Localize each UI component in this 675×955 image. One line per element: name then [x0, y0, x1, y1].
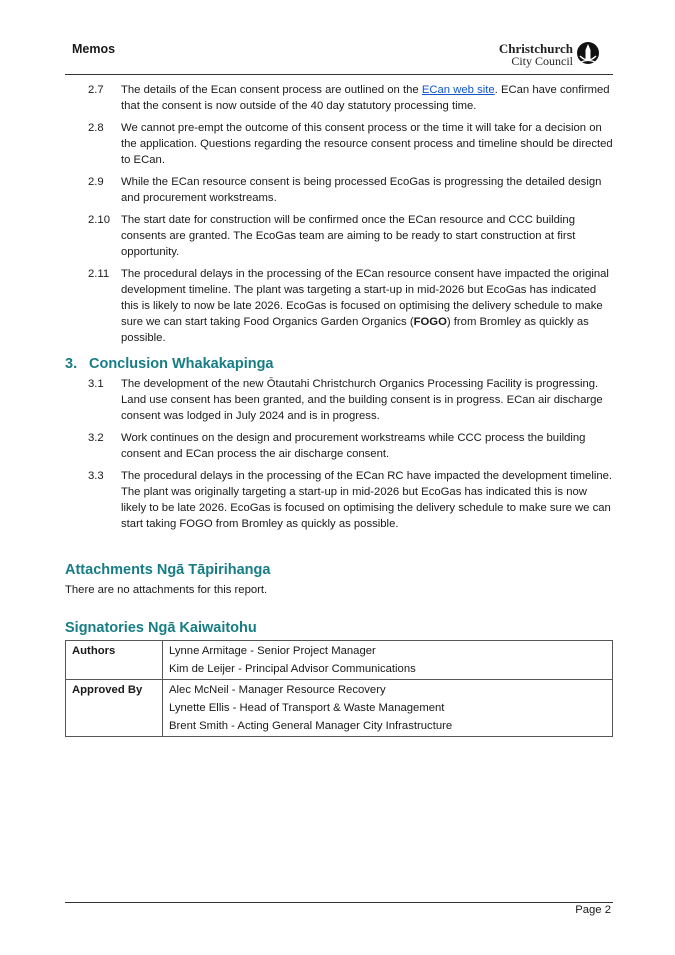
- paragraph-3-1: [65, 376, 613, 424]
- paragraph-text: Work continues on the design and procurement workstreams while CCC process the building consent and ECan process the air discharge consent.: [121, 432, 586, 460]
- memo-body: [65, 82, 613, 737]
- fogo-bold: FOGO: [413, 316, 447, 328]
- logo-line2: City Council: [511, 54, 573, 68]
- paragraph-number: 2.11: [88, 268, 110, 280]
- row-label: Authors: [66, 641, 163, 680]
- signatory-name: Brent Smith - Acting General Manager City Infrastructure: [169, 720, 453, 732]
- paragraph-text: ) from Bromley as quickly as possible.: [121, 316, 589, 344]
- section-title: Conclusion Whakakapinga: [89, 356, 274, 372]
- paragraph-3-3: [65, 468, 613, 532]
- table-row: [66, 641, 613, 680]
- page-number: Page 2: [575, 904, 611, 916]
- paragraph-2-7: [65, 82, 613, 114]
- signatories-heading: Signatories Ngā Kaiwaitohu: [65, 620, 257, 636]
- paragraph-2-8: [65, 120, 613, 168]
- paragraph-2-9: [65, 174, 613, 206]
- attachments-text: There are no attachments for this report.: [65, 584, 268, 596]
- signatory-name: Lynette Ellis - Head of Transport & Waste Management: [169, 702, 445, 714]
- signatories-table: [65, 640, 613, 737]
- paragraph-text: The procedural delays in the processing of the ECan resource consent have impacted the original development timeline. The plant was targeting a start-up in mid-2026 but EcoGas has indicated this is likely to now be late 2026. EcoGas is focused on optimising the delivery schedule to make sure we can start taking Food Organics Garden Organics (: [121, 268, 609, 328]
- header-label: Memos: [72, 42, 116, 56]
- signatory-name: Alec McNeil - Manager Resource Recovery: [169, 684, 386, 696]
- section-3-heading: [65, 356, 613, 372]
- paragraph-3-2: [65, 430, 613, 462]
- paragraph-number: 2.8: [88, 122, 104, 134]
- logo-line1: Christchurch: [498, 41, 573, 56]
- paragraph-text: We cannot pre-empt the outcome of this consent process or the time it will take for a decision on the application. Questions regarding the resource consent process and timeline should be directed to ECan.: [121, 122, 613, 166]
- paragraph-text: While the ECan resource consent is being processed EcoGas is progressing the detailed design and procurement workstreams.: [121, 176, 602, 204]
- paragraph-text: The details of the Ecan consent process are outlined on the: [121, 84, 422, 96]
- paragraph-number: 2.10: [88, 214, 110, 226]
- cathedral-logo-icon: [576, 41, 600, 67]
- paragraph-text: The start date for construction will be confirmed once the ECan resource and CCC building consents are granted. The EcoGas team are aiming to be ready to start construction at first opportunity.: [121, 214, 576, 258]
- signatory-name: Kim de Leijer - Principal Advisor Communications: [169, 663, 416, 675]
- paragraph-number: 3.3: [88, 470, 104, 482]
- paragraph-text: The development of the new Ōtautahi Christchurch Organics Processing Facility is progressing. Land use consent has been granted, and the building consent is in progress. ECan air discharge consent was lodged in July 2024 and is in progress.: [121, 378, 603, 422]
- paragraph-number: 2.9: [88, 176, 104, 188]
- row-label: Approved By: [66, 680, 163, 737]
- paragraph-number: 3.1: [88, 378, 104, 390]
- paragraph-text: The procedural delays in the processing of the ECan RC have impacted the development timeline. The plant was originally targeting a start-up in mid-2026 but EcoGas has indicated this is now likely to be late 2026. EcoGas is focused on optimising the delivery schedule to make sure we can start taking FOGO from Bromley as quickly as possible.: [121, 470, 613, 530]
- paragraph-text: . ECan have confirmed that the consent is now outside of the 40 day statutory processing time.: [121, 84, 610, 112]
- table-row: [66, 680, 613, 737]
- paragraph-2-11: [65, 266, 613, 346]
- paragraph-number: 2.7: [88, 84, 104, 96]
- ecan-web-site-link[interactable]: ECan web site: [421, 84, 495, 96]
- signatory-name: Lynne Armitage - Senior Project Manager: [169, 645, 376, 657]
- page-footer: [65, 902, 613, 916]
- attachments-heading: Attachments Ngā Tāpirihanga: [65, 562, 271, 578]
- row-names: [163, 641, 613, 680]
- paragraph-number: 3.2: [88, 432, 104, 444]
- section-number: 3.: [65, 356, 78, 372]
- page-header: [65, 38, 613, 75]
- row-names: [163, 680, 613, 737]
- paragraph-2-10: [65, 212, 613, 260]
